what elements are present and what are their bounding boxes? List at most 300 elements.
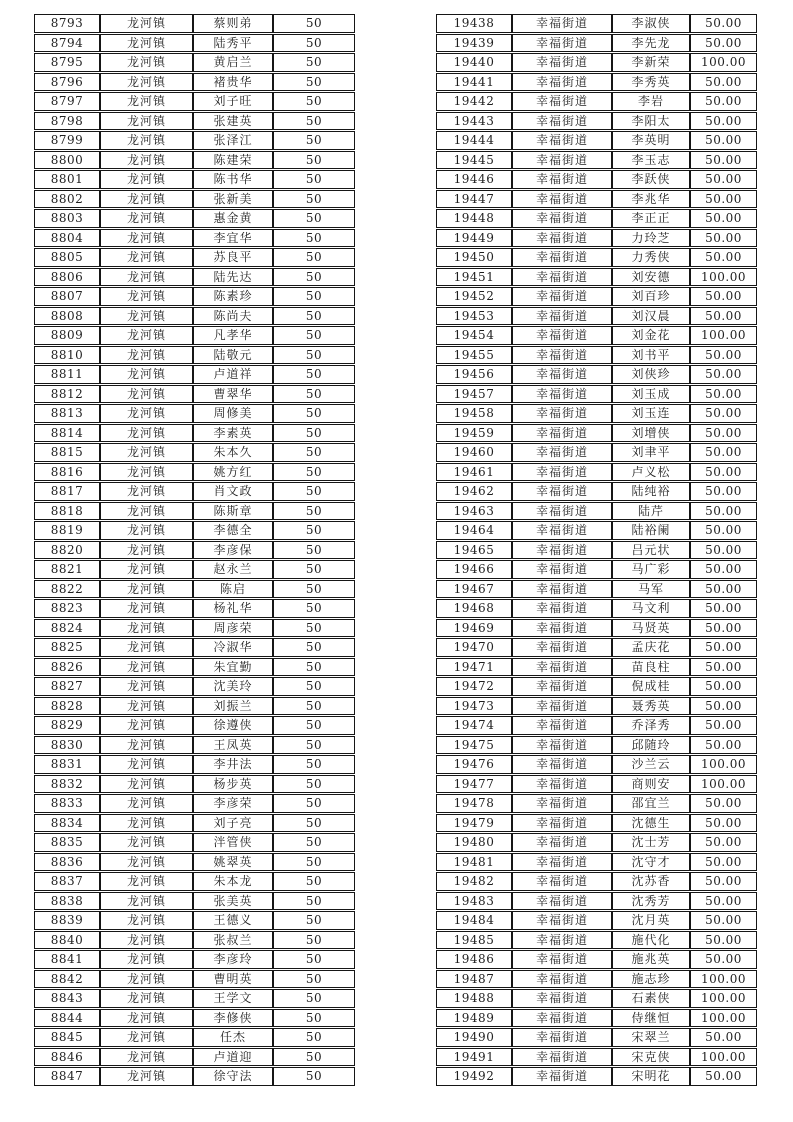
name-cell: 力玲芝 <box>612 229 690 248</box>
serial-cell: 8815 <box>34 443 100 462</box>
region-cell: 幸福街道 <box>512 599 612 618</box>
name-cell: 王学文 <box>193 989 273 1008</box>
amount-cell: 50.00 <box>690 658 757 677</box>
region-cell: 龙河镇 <box>100 170 193 189</box>
name-cell: 宋克侠 <box>612 1048 690 1067</box>
table-row <box>436 287 757 306</box>
table-row <box>34 92 355 111</box>
table-row <box>436 151 757 170</box>
table-row <box>436 1009 757 1028</box>
name-cell: 乔泽秀 <box>612 716 690 735</box>
table-row <box>436 92 757 111</box>
serial-cell: 19456 <box>436 365 512 384</box>
table-row <box>34 580 355 599</box>
region-cell: 龙河镇 <box>100 385 193 404</box>
serial-cell: 8799 <box>34 131 100 150</box>
name-cell: 李正正 <box>612 209 690 228</box>
name-cell: 陆纯裕 <box>612 482 690 501</box>
table-row <box>34 307 355 326</box>
region-cell: 龙河镇 <box>100 658 193 677</box>
name-cell: 侍继恒 <box>612 1009 690 1028</box>
serial-cell: 19444 <box>436 131 512 150</box>
name-cell: 张建英 <box>193 112 273 131</box>
name-cell: 杨步英 <box>193 775 273 794</box>
table-row <box>436 814 757 833</box>
serial-cell: 8832 <box>34 775 100 794</box>
name-cell: 凡孝华 <box>193 326 273 345</box>
name-cell: 陆敬元 <box>193 346 273 365</box>
serial-cell: 8801 <box>34 170 100 189</box>
amount-cell: 50.00 <box>690 14 757 33</box>
region-cell: 龙河镇 <box>100 151 193 170</box>
serial-cell: 19439 <box>436 34 512 53</box>
region-cell: 幸福街道 <box>512 677 612 696</box>
name-cell: 马军 <box>612 580 690 599</box>
table-row <box>436 268 757 287</box>
serial-cell: 19476 <box>436 755 512 774</box>
amount-cell: 100.00 <box>690 1048 757 1067</box>
table-row <box>436 502 757 521</box>
serial-cell: 8796 <box>34 73 100 92</box>
region-cell: 龙河镇 <box>100 443 193 462</box>
table-row <box>34 950 355 969</box>
table-row <box>34 151 355 170</box>
serial-cell: 8797 <box>34 92 100 111</box>
name-cell: 商则安 <box>612 775 690 794</box>
name-cell: 泮管侠 <box>193 833 273 852</box>
amount-cell: 100.00 <box>690 326 757 345</box>
region-cell: 幸福街道 <box>512 482 612 501</box>
name-cell: 李阳太 <box>612 112 690 131</box>
region-cell: 幸福街道 <box>512 346 612 365</box>
name-cell: 卢道祥 <box>193 365 273 384</box>
table-row <box>436 307 757 326</box>
region-cell: 龙河镇 <box>100 814 193 833</box>
name-cell: 刘增侠 <box>612 424 690 443</box>
amount-cell: 50 <box>273 73 355 92</box>
amount-cell: 50.00 <box>690 1028 757 1047</box>
amount-cell: 50 <box>273 268 355 287</box>
name-cell: 陈素珍 <box>193 287 273 306</box>
table-row <box>34 619 355 638</box>
amount-cell: 50 <box>273 599 355 618</box>
amount-cell: 50.00 <box>690 1067 757 1086</box>
amount-cell: 50.00 <box>690 73 757 92</box>
name-cell: 李新荣 <box>612 53 690 72</box>
serial-cell: 19487 <box>436 970 512 989</box>
serial-cell: 19490 <box>436 1028 512 1047</box>
region-cell: 幸福街道 <box>512 502 612 521</box>
amount-cell: 50.00 <box>690 814 757 833</box>
amount-cell: 50 <box>273 989 355 1008</box>
name-cell: 刘玉成 <box>612 385 690 404</box>
amount-cell: 50.00 <box>690 248 757 267</box>
name-cell: 聂秀英 <box>612 697 690 716</box>
amount-cell: 50.00 <box>690 170 757 189</box>
table-row <box>436 580 757 599</box>
serial-cell: 8840 <box>34 931 100 950</box>
serial-cell: 19441 <box>436 73 512 92</box>
region-cell: 龙河镇 <box>100 970 193 989</box>
table-row <box>34 424 355 443</box>
name-cell: 王德义 <box>193 911 273 930</box>
amount-cell: 50 <box>273 502 355 521</box>
amount-cell: 50 <box>273 775 355 794</box>
table-row <box>34 1009 355 1028</box>
amount-cell: 50 <box>273 794 355 813</box>
amount-cell: 100.00 <box>690 1009 757 1028</box>
region-cell: 幸福街道 <box>512 151 612 170</box>
name-cell: 沈苏香 <box>612 872 690 891</box>
amount-cell: 50.00 <box>690 92 757 111</box>
name-cell: 朱本久 <box>193 443 273 462</box>
serial-cell: 8843 <box>34 989 100 1008</box>
table-row <box>436 326 757 345</box>
amount-cell: 50.00 <box>690 911 757 930</box>
region-cell: 幸福街道 <box>512 170 612 189</box>
amount-cell: 50.00 <box>690 931 757 950</box>
name-cell: 李素英 <box>193 424 273 443</box>
region-cell: 龙河镇 <box>100 92 193 111</box>
name-cell: 陈尚夫 <box>193 307 273 326</box>
table-row <box>34 872 355 891</box>
amount-cell: 50.00 <box>690 502 757 521</box>
name-cell: 施代化 <box>612 931 690 950</box>
table-row <box>34 268 355 287</box>
table-row <box>436 463 757 482</box>
table-row <box>34 34 355 53</box>
amount-cell: 50 <box>273 209 355 228</box>
serial-cell: 8808 <box>34 307 100 326</box>
name-cell: 石素侠 <box>612 989 690 1008</box>
amount-cell: 50.00 <box>690 872 757 891</box>
region-cell: 龙河镇 <box>100 404 193 423</box>
serial-cell: 8818 <box>34 502 100 521</box>
amount-cell: 50 <box>273 287 355 306</box>
amount-cell: 50 <box>273 326 355 345</box>
amount-cell: 50.00 <box>690 638 757 657</box>
amount-cell: 50.00 <box>690 892 757 911</box>
region-cell: 龙河镇 <box>100 346 193 365</box>
name-cell: 李宜华 <box>193 229 273 248</box>
region-cell: 幸福街道 <box>512 404 612 423</box>
serial-cell: 8813 <box>34 404 100 423</box>
region-cell: 幸福街道 <box>512 34 612 53</box>
name-cell: 李跃侠 <box>612 170 690 189</box>
amount-cell: 50 <box>273 131 355 150</box>
serial-cell: 8795 <box>34 53 100 72</box>
name-cell: 李先龙 <box>612 34 690 53</box>
amount-cell: 50.00 <box>690 599 757 618</box>
name-cell: 李彦玲 <box>193 950 273 969</box>
table-row <box>34 892 355 911</box>
table-row <box>34 346 355 365</box>
serial-cell: 19470 <box>436 638 512 657</box>
name-cell: 刘百珍 <box>612 287 690 306</box>
name-cell: 李英明 <box>612 131 690 150</box>
table-row <box>34 833 355 852</box>
table-row <box>436 53 757 72</box>
table-row <box>34 1067 355 1086</box>
table-row <box>436 190 757 209</box>
serial-cell: 19467 <box>436 580 512 599</box>
name-cell: 刘子旺 <box>193 92 273 111</box>
serial-cell: 8824 <box>34 619 100 638</box>
name-cell: 王凤英 <box>193 736 273 755</box>
region-cell: 龙河镇 <box>100 872 193 891</box>
region-cell: 龙河镇 <box>100 580 193 599</box>
serial-cell: 19464 <box>436 521 512 540</box>
amount-cell: 50.00 <box>690 697 757 716</box>
table-row <box>34 248 355 267</box>
amount-cell: 50 <box>273 521 355 540</box>
amount-cell: 50.00 <box>690 131 757 150</box>
region-cell: 龙河镇 <box>100 697 193 716</box>
serial-cell: 19446 <box>436 170 512 189</box>
amount-cell: 50 <box>273 482 355 501</box>
serial-cell: 8821 <box>34 560 100 579</box>
table-row <box>436 833 757 852</box>
serial-cell: 8825 <box>34 638 100 657</box>
amount-cell: 50.00 <box>690 833 757 852</box>
region-cell: 幸福街道 <box>512 521 612 540</box>
serial-cell: 8834 <box>34 814 100 833</box>
serial-cell: 19468 <box>436 599 512 618</box>
serial-cell: 8837 <box>34 872 100 891</box>
amount-cell: 50 <box>273 853 355 872</box>
name-cell: 李德全 <box>193 521 273 540</box>
table-row <box>34 911 355 930</box>
amount-cell: 50 <box>273 307 355 326</box>
table-row <box>436 697 757 716</box>
table-row <box>34 599 355 618</box>
serial-cell: 19471 <box>436 658 512 677</box>
table-row <box>34 775 355 794</box>
table-row <box>436 248 757 267</box>
region-cell: 幸福街道 <box>512 541 612 560</box>
table-row <box>436 365 757 384</box>
serial-cell: 8817 <box>34 482 100 501</box>
region-cell: 幸福街道 <box>512 716 612 735</box>
region-cell: 幸福街道 <box>512 580 612 599</box>
region-cell: 龙河镇 <box>100 794 193 813</box>
serial-cell: 19455 <box>436 346 512 365</box>
region-cell: 幸福街道 <box>512 989 612 1008</box>
region-cell: 龙河镇 <box>100 502 193 521</box>
name-cell: 陆先达 <box>193 268 273 287</box>
serial-cell: 8823 <box>34 599 100 618</box>
serial-cell: 19478 <box>436 794 512 813</box>
table-row <box>436 892 757 911</box>
amount-cell: 50.00 <box>690 619 757 638</box>
region-cell: 幸福街道 <box>512 92 612 111</box>
table-row <box>34 131 355 150</box>
region-cell: 龙河镇 <box>100 229 193 248</box>
name-cell: 李秀英 <box>612 73 690 92</box>
serial-cell: 8847 <box>34 1067 100 1086</box>
amount-cell: 50 <box>273 1028 355 1047</box>
serial-cell: 19484 <box>436 911 512 930</box>
name-cell: 惠金黄 <box>193 209 273 228</box>
serial-cell: 19459 <box>436 424 512 443</box>
serial-cell: 8793 <box>34 14 100 33</box>
amount-cell: 50.00 <box>690 34 757 53</box>
serial-cell: 19462 <box>436 482 512 501</box>
region-cell: 幸福街道 <box>512 248 612 267</box>
serial-cell: 19481 <box>436 853 512 872</box>
table-row <box>436 853 757 872</box>
region-cell: 龙河镇 <box>100 521 193 540</box>
amount-cell: 50 <box>273 736 355 755</box>
serial-cell: 19449 <box>436 229 512 248</box>
name-cell: 沙兰云 <box>612 755 690 774</box>
name-cell: 肖文政 <box>193 482 273 501</box>
region-cell: 龙河镇 <box>100 833 193 852</box>
serial-cell: 19442 <box>436 92 512 111</box>
name-cell: 马文利 <box>612 599 690 618</box>
name-cell: 李彦保 <box>193 541 273 560</box>
region-cell: 龙河镇 <box>100 638 193 657</box>
table-row <box>34 716 355 735</box>
region-cell: 幸福街道 <box>512 131 612 150</box>
amount-cell: 50 <box>273 92 355 111</box>
region-cell: 龙河镇 <box>100 131 193 150</box>
table-row <box>436 170 757 189</box>
table-row <box>436 1048 757 1067</box>
name-cell: 沈德生 <box>612 814 690 833</box>
region-cell: 幸福街道 <box>512 287 612 306</box>
region-cell: 幸福街道 <box>512 619 612 638</box>
region-cell: 龙河镇 <box>100 775 193 794</box>
name-cell: 杨礼华 <box>193 599 273 618</box>
region-cell: 龙河镇 <box>100 560 193 579</box>
region-cell: 幸福街道 <box>512 794 612 813</box>
name-cell: 陈启 <box>193 580 273 599</box>
name-cell: 朱本龙 <box>193 872 273 891</box>
amount-cell: 50 <box>273 911 355 930</box>
serial-cell: 8814 <box>34 424 100 443</box>
amount-cell: 100.00 <box>690 970 757 989</box>
name-cell: 施志珍 <box>612 970 690 989</box>
name-cell: 李兆华 <box>612 190 690 209</box>
amount-cell: 50.00 <box>690 950 757 969</box>
name-cell: 邵宜兰 <box>612 794 690 813</box>
region-cell: 幸福街道 <box>512 892 612 911</box>
name-cell: 李玉志 <box>612 151 690 170</box>
serial-cell: 8807 <box>34 287 100 306</box>
name-cell: 沈守才 <box>612 853 690 872</box>
region-cell: 幸福街道 <box>512 950 612 969</box>
roster-table-right-body <box>436 14 757 1086</box>
amount-cell: 50.00 <box>690 580 757 599</box>
serial-cell: 19458 <box>436 404 512 423</box>
serial-cell: 19465 <box>436 541 512 560</box>
table-row <box>436 619 757 638</box>
name-cell: 卢义松 <box>612 463 690 482</box>
amount-cell: 50.00 <box>690 151 757 170</box>
serial-cell: 8804 <box>34 229 100 248</box>
serial-cell: 19474 <box>436 716 512 735</box>
amount-cell: 50.00 <box>690 229 757 248</box>
region-cell: 幸福街道 <box>512 385 612 404</box>
amount-cell: 100.00 <box>690 53 757 72</box>
table-row <box>34 443 355 462</box>
region-cell: 龙河镇 <box>100 541 193 560</box>
name-cell: 刘安德 <box>612 268 690 287</box>
name-cell: 张泽江 <box>193 131 273 150</box>
region-cell: 龙河镇 <box>100 482 193 501</box>
name-cell: 姚方红 <box>193 463 273 482</box>
region-cell: 幸福街道 <box>512 112 612 131</box>
amount-cell: 50 <box>273 677 355 696</box>
amount-cell: 50.00 <box>690 112 757 131</box>
serial-cell: 8798 <box>34 112 100 131</box>
name-cell: 任杰 <box>193 1028 273 1047</box>
table-row <box>34 385 355 404</box>
region-cell: 幸福街道 <box>512 775 612 794</box>
name-cell: 刘子亮 <box>193 814 273 833</box>
region-cell: 龙河镇 <box>100 619 193 638</box>
region-cell: 幸福街道 <box>512 755 612 774</box>
name-cell: 孟庆花 <box>612 638 690 657</box>
table-row <box>436 872 757 891</box>
serial-cell: 8820 <box>34 541 100 560</box>
amount-cell: 50 <box>273 755 355 774</box>
amount-cell: 50 <box>273 112 355 131</box>
amount-cell: 50.00 <box>690 424 757 443</box>
amount-cell: 50 <box>273 365 355 384</box>
amount-cell: 50.00 <box>690 560 757 579</box>
name-cell: 苏良平 <box>193 248 273 267</box>
table-row <box>34 658 355 677</box>
name-cell: 刘振兰 <box>193 697 273 716</box>
region-cell: 幸福街道 <box>512 697 612 716</box>
name-cell: 邱随玲 <box>612 736 690 755</box>
serial-cell: 8845 <box>34 1028 100 1047</box>
table-row <box>436 736 757 755</box>
table-row <box>436 677 757 696</box>
region-cell: 龙河镇 <box>100 1028 193 1047</box>
serial-cell: 19450 <box>436 248 512 267</box>
amount-cell: 50.00 <box>690 482 757 501</box>
region-cell: 幸福街道 <box>512 833 612 852</box>
table-row <box>34 736 355 755</box>
table-row <box>34 326 355 345</box>
amount-cell: 50 <box>273 950 355 969</box>
region-cell: 龙河镇 <box>100 853 193 872</box>
table-row <box>34 209 355 228</box>
region-cell: 龙河镇 <box>100 716 193 735</box>
amount-cell: 50 <box>273 814 355 833</box>
amount-cell: 50 <box>273 1009 355 1028</box>
region-cell: 幸福街道 <box>512 73 612 92</box>
amount-cell: 50 <box>273 229 355 248</box>
roster-table-right <box>436 13 757 1087</box>
table-row <box>34 170 355 189</box>
table-row <box>436 209 757 228</box>
amount-cell: 50.00 <box>690 521 757 540</box>
serial-cell: 19463 <box>436 502 512 521</box>
name-cell: 陆芹 <box>612 502 690 521</box>
serial-cell: 8830 <box>34 736 100 755</box>
amount-cell: 50 <box>273 424 355 443</box>
table-row <box>436 775 757 794</box>
amount-cell: 50.00 <box>690 190 757 209</box>
serial-cell: 19451 <box>436 268 512 287</box>
region-cell: 龙河镇 <box>100 287 193 306</box>
amount-cell: 50 <box>273 190 355 209</box>
amount-cell: 50 <box>273 716 355 735</box>
